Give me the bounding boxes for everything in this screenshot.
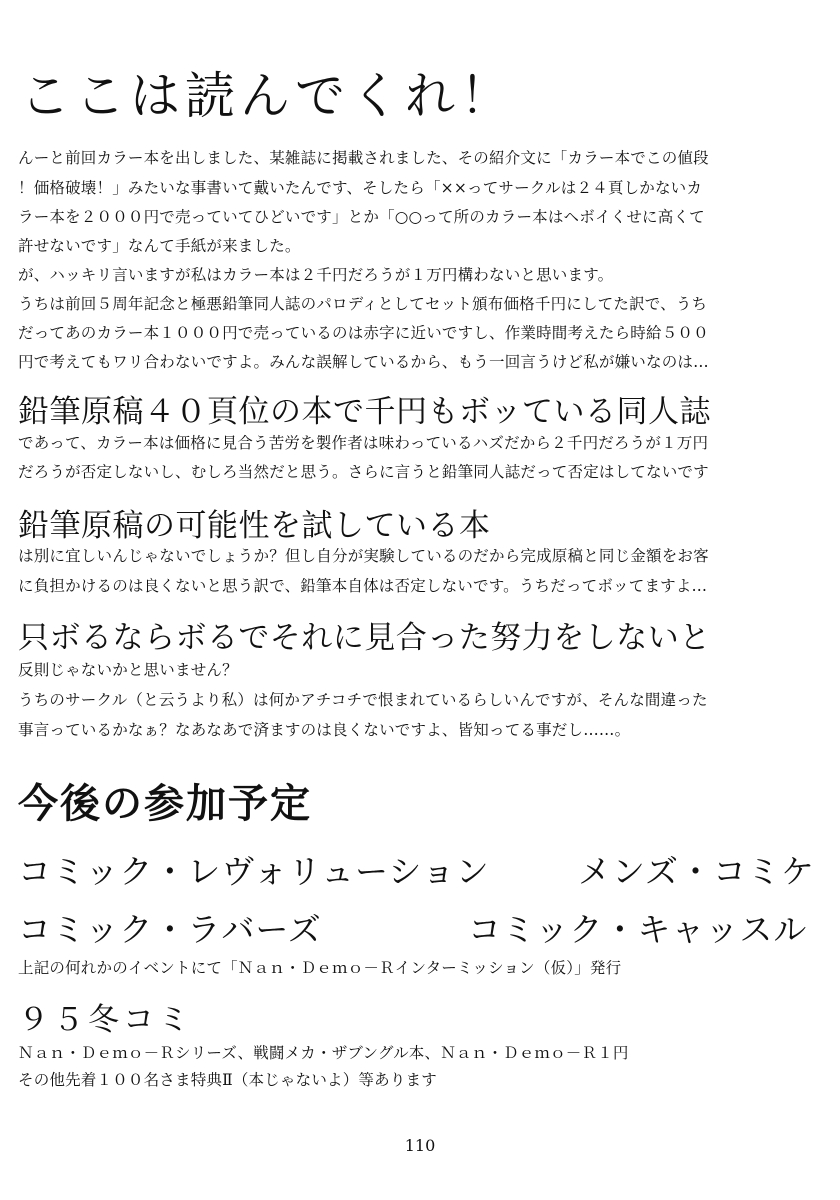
- event-name: コミック・ラバーズ: [18, 910, 322, 949]
- intro-line: 許せないです」なんて手紙が来ました。: [18, 237, 301, 255]
- paragraph-line: であって、カラー本は価格に見合う苦労を製作者は味わっているハズだから２千円だろうが１万円: [18, 434, 709, 452]
- intro-line: んーと前回カラー本を出しました、某雑誌に掲載されました、その紹介文に「カラー本でこの値段: [18, 149, 709, 167]
- page-number: 110: [404, 1136, 436, 1155]
- winter-line: その他先着１００名さま特典Ⅱ（本じゃないよ）等あります: [18, 1071, 437, 1089]
- paragraph-line: だろうが否定しないし、むしろ当然だと思う。さらに言うと鉛筆同人誌だって否定はしてないです: [18, 463, 709, 481]
- intro-line: が、ハッキリ言いますが私はカラー本は２千円だろうが１万円構わないと思います。: [18, 266, 614, 284]
- winter-line: Ｎａｎ・Ｄｅｍｏ－Ｒシリーズ、戦闘メカ・ザブングル本、Ｎａｎ・Ｄｅｍｏ－Ｒ１円: [18, 1044, 629, 1062]
- winter-title: ９５冬コミ: [18, 1002, 193, 1038]
- intro-line: ！価格破壊！」みたいな事書いて戴いたんです、そしたら「××ってサークルは２４頁しかないカ: [18, 179, 703, 197]
- section-heading: 只ボるならボるでそれに見合った努力をしないと: [18, 620, 711, 656]
- paragraph-line: 反則じゃないかと思いません？: [18, 661, 238, 679]
- intro-line: だってあのカラー本１０００円で売っているのは赤字に近いですし、作業時間考えたら時給５００: [18, 324, 709, 342]
- intro-line: ラー本を２０００円で売っていてひどいです」とか「○○って所のカラー本はヘボイくせに高くて: [18, 208, 705, 226]
- paragraph-line: 事言っているかなぁ？なあなあで済ますのは良くないですよ、皆知ってる事だし……。: [18, 721, 631, 739]
- paragraph-line: うちのサークル（と云うより私）は何かアチコチで恨まれているらしいんですが、そんな間違った: [18, 691, 708, 709]
- section-heading: 鉛筆原稿の可能性を試している本: [18, 508, 491, 544]
- event-name: コミック・キャッスル: [468, 910, 808, 949]
- event-note: 上記の何れかのイベントにて「Ｎａｎ・Ｄｅｍｏ－Ｒインターミッション（仮）」発行: [18, 959, 622, 977]
- event-name: コミック・レヴォリューション: [18, 852, 490, 891]
- paragraph-line: に負担かけるのは良くないと思う訳で、鉛筆本自体は否定しないです。うちだってボッてますよ…: [18, 577, 708, 595]
- paragraph-line: は別に宜しいんじゃないでしょうか？但し自分が実験しているのだから完成原稿と同じ金額をお客: [18, 547, 709, 565]
- section-heading: 鉛筆原稿４０頁位の本で千円もボッている同人誌: [18, 394, 711, 430]
- schedule-title: 今後の参加予定: [18, 781, 312, 827]
- intro-line: うちは前回５周年記念と極悪鉛筆同人誌のパロディとしてセット頒布価格千円にしてた訳で、うち: [18, 295, 708, 313]
- event-name: メンズ・コミケ: [578, 852, 816, 891]
- page-title: ここは読んでくれ！: [20, 67, 515, 125]
- intro-line: 円で考えてもワリ合わないですよ。みんな誤解しているから、もう一回言うけど私が嫌いなのは…: [18, 353, 709, 371]
